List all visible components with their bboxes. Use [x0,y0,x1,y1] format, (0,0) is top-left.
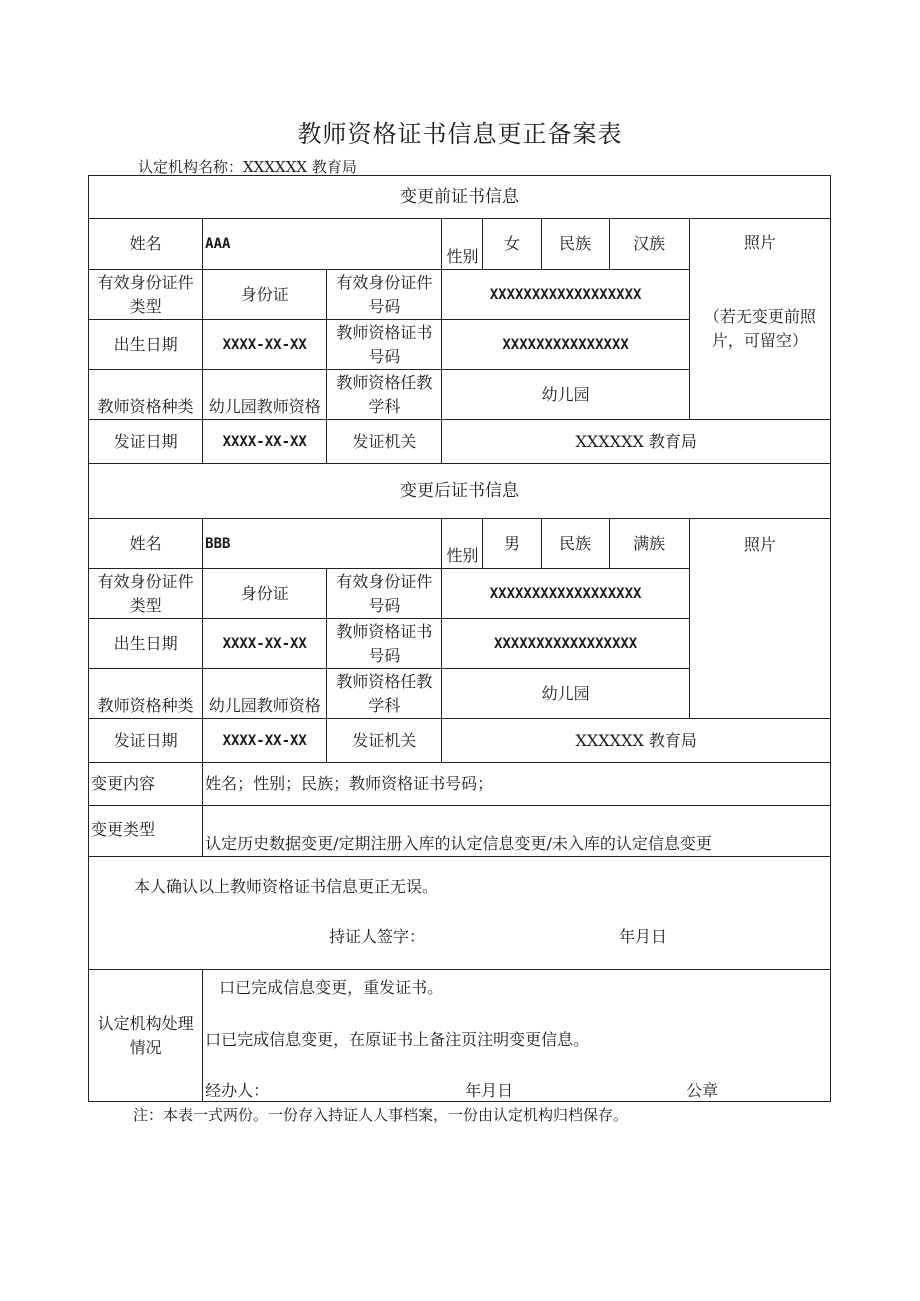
before-issue-date-value: XXXX-XX-XX [203,420,327,464]
before-subject-label: 教师资格任教学科 [327,370,442,420]
processing-label: 认定机构处理情况 [89,970,203,1102]
before-cert-no-label: 教师资格证书号码 [327,320,442,370]
record-form-table [88,175,831,1102]
before-id-no-label: 有效身份证件号码 [327,270,442,320]
confirmation-cell [89,857,831,970]
after-id-type-label: 有效身份证件类型 [89,569,203,619]
after-id-no-label: 有效身份证件号码 [327,569,442,619]
before-issuer-value: XXXXXX 教育局 [442,420,831,464]
after-cert-kind-label: 教师资格种类 [89,669,203,719]
before-subject-value: 幼儿园 [442,370,689,420]
change-content-value: 姓名；性别；民族；教师资格证书号码； [203,763,831,806]
before-birth-label: 出生日期 [89,320,203,370]
before-gender-value: 女 [483,219,541,270]
before-name-label: 姓名 [89,219,203,270]
after-issue-date-label: 发证日期 [89,719,203,763]
change-type-label: 变更类型 [89,806,203,857]
before-id-no-value: XXXXXXXXXXXXXXXXXX [442,270,689,320]
before-photo-cell [689,219,830,420]
holder-signature-date: 年月日 [619,927,668,946]
after-subject-value: 幼儿园 [442,669,689,719]
before-photo-label: 照片 [743,233,776,252]
after-gender-value: 男 [483,519,541,569]
before-ethnic-label: 民族 [541,219,609,270]
official-seal-label: 公章 [686,1081,719,1100]
before-ethnic-value: 汉族 [609,219,689,270]
after-issue-date-value: XXXX-XX-XX [203,719,327,763]
after-ethnic-value: 满族 [609,519,689,569]
after-subject-label: 教师资格任教学科 [327,669,442,719]
after-section-header: 变更后证书信息 [89,464,831,519]
change-type-value: 认定历史数据变更/定期注册入库的认定信息变更/未入库的认定信息变更 [203,806,831,857]
after-name-value: BBB [203,519,442,569]
after-photo-cell [689,519,830,719]
handler-date: 年月日 [465,1081,514,1100]
before-cert-kind-label: 教师资格种类 [89,370,203,420]
before-section-header: 变更前证书信息 [89,176,831,219]
after-birth-label: 出生日期 [89,619,203,669]
change-content-label: 变更内容 [89,763,203,806]
before-photo-note: （若无变更前照片，可留空） [703,307,816,350]
processing-cell [203,970,831,1102]
before-cert-kind-value: 幼儿园教师资格 [203,370,327,420]
after-cert-no-value: XXXXXXXXXXXXXXXXX [442,619,689,669]
after-issuer-value: XXXXXX 教育局 [442,719,831,763]
before-id-type-label: 有效身份证件类型 [89,270,203,320]
after-gender-label: 性别 [442,519,483,569]
confirmation-text: 本人确认以上教师资格证书信息更正无误。 [134,877,439,896]
before-gender-label: 性别 [442,219,483,270]
before-issue-date-label: 发证日期 [89,420,203,464]
holder-signature-label: 持证人签字： [329,927,426,946]
before-issuer-label: 发证机关 [327,420,442,464]
after-name-label: 姓名 [89,519,203,569]
processing-option-reissue: 口已完成信息变更，重发证书。 [219,978,444,997]
before-birth-value: XXXX-XX-XX [203,320,327,370]
certifying-authority-line: 认定机构名称：XXXXXX 教育局 [138,158,357,176]
after-cert-no-label: 教师资格证书号码 [327,619,442,669]
handler-label: 经办人： [205,1081,270,1100]
before-cert-no-value: XXXXXXXXXXXXXXX [442,320,689,370]
after-cert-kind-value: 幼儿园教师资格 [203,669,327,719]
before-id-type-value: 身份证 [203,270,327,320]
footnote: 注：本表一式两份。一份存入持证人人事档案，一份由认定机构归档保存。 [133,1106,629,1124]
after-birth-value: XXXX-XX-XX [203,619,327,669]
processing-option-annotate: 口已完成信息变更，在原证书上备注页注明变更信息。 [205,1030,590,1049]
after-id-no-value: XXXXXXXXXXXXXXXXXX [442,569,689,619]
after-id-type-value: 身份证 [203,569,327,619]
after-ethnic-label: 民族 [541,519,609,569]
page-title: 教师资格证书信息更正备案表 [297,120,623,148]
after-photo-label: 照片 [743,535,776,554]
after-issuer-label: 发证机关 [327,719,442,763]
before-name-value: AAA [203,219,442,270]
